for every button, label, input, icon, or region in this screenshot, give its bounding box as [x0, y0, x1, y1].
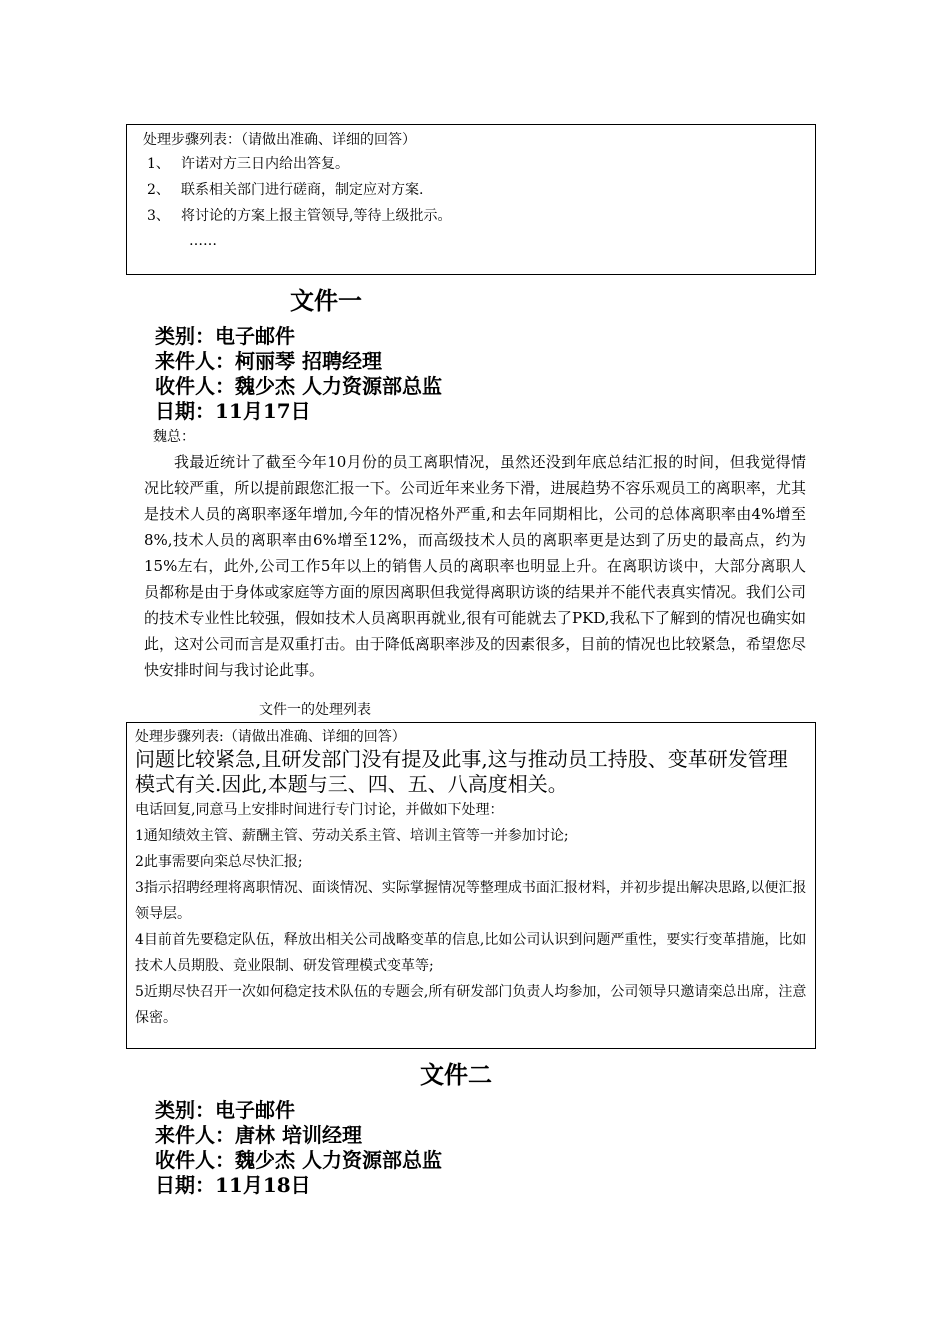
- file-2-date: 日期：11月18日: [155, 1173, 311, 1197]
- file-1-title: 文件一: [290, 286, 362, 315]
- action-item: 1通知绩效主管、薪酬主管、劳动关系主管、培训主管等一并参加讨论;: [135, 828, 569, 844]
- file-1-meta: [155, 324, 442, 424]
- step-item: [143, 203, 815, 229]
- file-1-category: 类别：电子邮件: [155, 324, 295, 348]
- step-number: 1、: [147, 156, 170, 172]
- file-2-meta: [155, 1098, 442, 1198]
- step-number: 2、: [147, 182, 170, 198]
- email-greeting: 魏总：: [153, 429, 195, 445]
- step-text: 将讨论的方案上报主管领导,等待上级批示。: [181, 208, 452, 224]
- file-2-recipient: 收件人：魏少杰 人力资源部总监: [155, 1148, 442, 1172]
- action-item: 5近期尽快召开一次如何稳定技术队伍的专题会,所有研发部门负责人均参加，公司领导只邀请栾总出席，注意保密。: [135, 984, 807, 1026]
- processing-steps-box-2: [126, 722, 816, 1049]
- response-intro: 电话回复,同意马上安排时间进行专门讨论，并做如下处理：: [135, 802, 504, 818]
- file-1-recipient: 收件人：魏少杰 人力资源部总监: [155, 374, 442, 398]
- step-item: [143, 177, 815, 203]
- processing-steps-box-1: [126, 124, 816, 275]
- file-1-date: 日期：11月17日: [155, 399, 311, 423]
- step-text: 许诺对方三日内给出答复。: [181, 156, 349, 172]
- file-1-sender: 来件人：柯丽琴 招聘经理: [155, 349, 382, 373]
- file-2-title: 文件二: [420, 1060, 492, 1089]
- action-item: 2此事需要向栾总尽快汇报;: [135, 854, 303, 870]
- step-number: 3、: [147, 208, 170, 224]
- box-title: 处理步骤列表：（请做出准确、详细的回答）: [143, 132, 416, 148]
- email-body: 我最近统计了截至今年10月份的员工离职情况，虽然还没到年底总结汇报的时间，但我觉得情况比较严重，所以提前跟您汇报一下。公司近年来业务下滑，进展趋势不容乐观员工的离职率，尤其是技术人员的离职率逐年增加,今年的情况格外严重,和去年同期相比，公司的总体离职率由4%增至8%,技术人员的离职率由6%增至12%，而高级技术人员的离职率更是达到了历史的最高点，约为15%左右，此外,公司工作5年以上的销售人员的离职率也明显上升。在离职访谈中，大部分离职人员都称是由于身体或家庭等方面的原因离职但我觉得离职访谈的结果并不能代表真实情况。我们公司的技术专业性比较强，假如技术人员离职再就业,很有可能就去了PKD,我私下了解到的情况也确实如此，这对公司而言是双重打击。由于降低离职率涉及的因素很多，目前的情况也比较紧急，希望您尽快安排时间与我讨论此事。: [144, 453, 806, 679]
- processing-list-caption: 文件一的处理列表: [259, 702, 371, 718]
- problem-summary: 问题比较紧急,且研发部门没有提及此事,这与推动员工持股、变革研发管理模式有关.因此,本题与三、四、五、八高度相关。: [135, 747, 788, 796]
- file-2-sender: 来件人：唐林 培训经理: [155, 1123, 362, 1147]
- action-item: 3指示招聘经理将离职情况、面谈情况、实际掌握情况等整理成书面汇报材料，并初步提出解决思路,以便汇报领导层。: [135, 880, 807, 922]
- step-text: 联系相关部门进行磋商，制定应对方案.: [181, 182, 424, 198]
- ellipsis: ……: [189, 233, 217, 249]
- action-item: 4目前首先要稳定队伍，释放出相关公司战略变革的信息,比如公司认识到问题严重性，要实行变革措施，比如技术人员期股、竞业限制、研发管理模式变革等;: [135, 932, 807, 974]
- file-2-category: 类别：电子邮件: [155, 1098, 295, 1122]
- step-item: [143, 151, 815, 177]
- box-title: 处理步骤列表:（请做出准确、详细的回答）: [135, 729, 406, 745]
